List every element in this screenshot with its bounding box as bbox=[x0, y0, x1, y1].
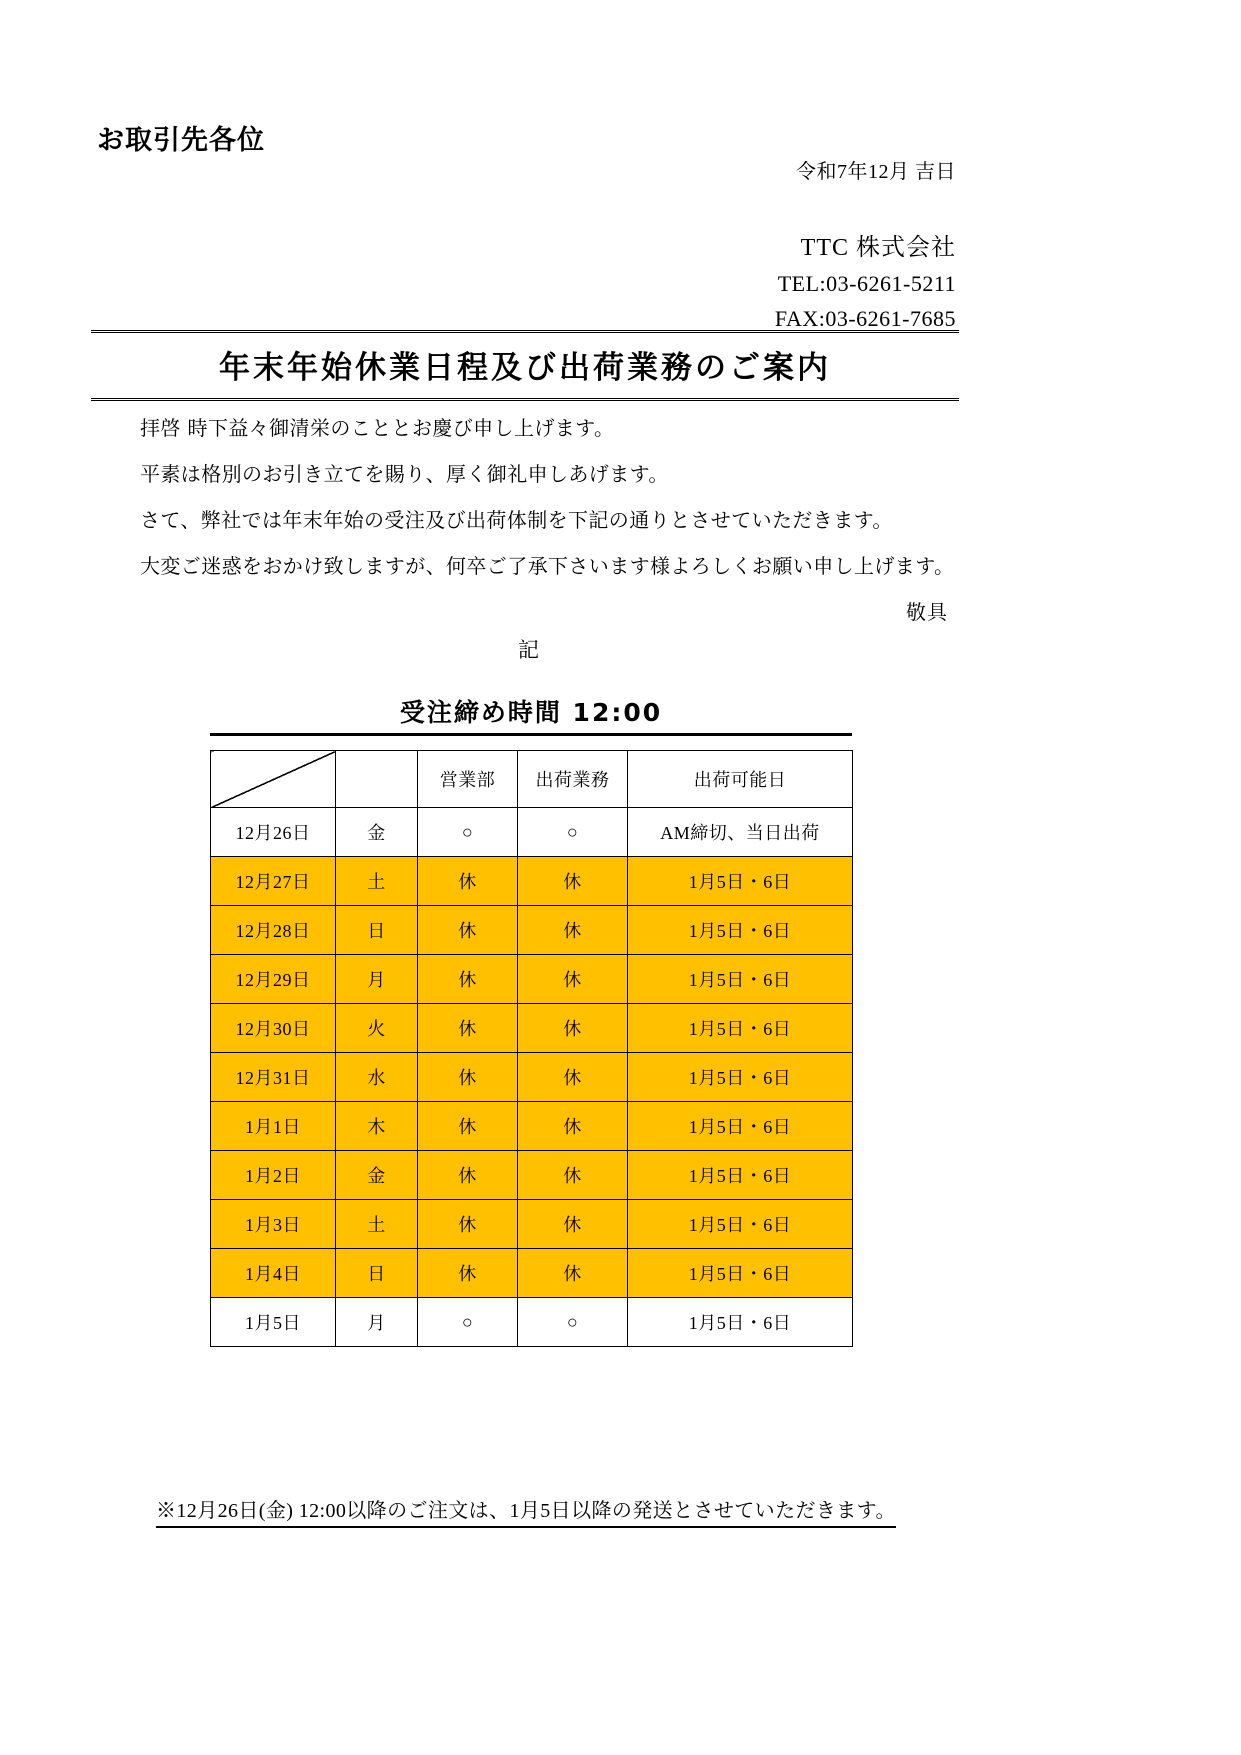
cell-date: 1月3日 bbox=[211, 1200, 336, 1249]
closing-salutation: 敬具 bbox=[906, 600, 948, 624]
cell-shipping-status: 休 bbox=[518, 1004, 628, 1053]
cell-date: 12月29日 bbox=[211, 955, 336, 1004]
table-row bbox=[211, 808, 853, 857]
header-sales-dept: 営業部 bbox=[418, 751, 518, 808]
table-row bbox=[211, 857, 853, 906]
cell-sales-status: 休 bbox=[418, 955, 518, 1004]
cell-shipping-status: ○ bbox=[518, 1298, 628, 1347]
cell-day-of-week: 金 bbox=[336, 1151, 418, 1200]
sender-block bbox=[775, 155, 956, 332]
order-cutoff-heading bbox=[210, 693, 852, 736]
cell-sales-status: 休 bbox=[418, 1151, 518, 1200]
holiday-schedule-table bbox=[210, 750, 853, 1347]
header-shipping-ops: 出荷業務 bbox=[518, 751, 628, 808]
cell-shipping-status: 休 bbox=[518, 1151, 628, 1200]
cell-available-date: AM締切、当日出荷 bbox=[628, 808, 853, 857]
body-text bbox=[140, 418, 1100, 602]
cell-date: 1月2日 bbox=[211, 1151, 336, 1200]
cell-available-date: 1月5日・6日 bbox=[628, 906, 853, 955]
cell-day-of-week: 月 bbox=[336, 1298, 418, 1347]
cell-day-of-week: 金 bbox=[336, 808, 418, 857]
cell-available-date: 1月5日・6日 bbox=[628, 1151, 853, 1200]
table-row bbox=[211, 1249, 853, 1298]
table-header-row bbox=[211, 751, 853, 808]
schedule-table-body bbox=[211, 808, 853, 1347]
document-date: 令和7年12月 吉日 bbox=[796, 161, 956, 183]
cell-sales-status: ○ bbox=[418, 1298, 518, 1347]
cell-shipping-status: 休 bbox=[518, 1053, 628, 1102]
cell-day-of-week: 土 bbox=[336, 1200, 418, 1249]
table-row bbox=[211, 1004, 853, 1053]
table-row bbox=[211, 955, 853, 1004]
cell-day-of-week: 月 bbox=[336, 955, 418, 1004]
cell-shipping-status: 休 bbox=[518, 1249, 628, 1298]
cell-available-date: 1月5日・6日 bbox=[628, 1249, 853, 1298]
addressee-line: お取引先各位 bbox=[97, 125, 265, 156]
cell-day-of-week: 日 bbox=[336, 1249, 418, 1298]
company-name: TTC 株式会社 bbox=[800, 235, 956, 261]
table-row bbox=[211, 1151, 853, 1200]
table-row bbox=[211, 906, 853, 955]
cell-date: 12月28日 bbox=[211, 906, 336, 955]
cell-date: 1月1日 bbox=[211, 1102, 336, 1151]
header-blank-cell bbox=[336, 751, 418, 808]
cell-date: 12月30日 bbox=[211, 1004, 336, 1053]
cell-day-of-week: 日 bbox=[336, 906, 418, 955]
cell-sales-status: 休 bbox=[418, 1102, 518, 1151]
cell-available-date: 1月5日・6日 bbox=[628, 955, 853, 1004]
cell-sales-status: 休 bbox=[418, 1053, 518, 1102]
cell-available-date: 1月5日・6日 bbox=[628, 1200, 853, 1249]
title-banner bbox=[91, 330, 959, 401]
corner-diagonal-cell bbox=[211, 751, 336, 808]
schedule-table-wrapper bbox=[210, 750, 852, 1347]
cell-available-date: 1月5日・6日 bbox=[628, 1298, 853, 1347]
body-paragraph-4: 大変ご迷惑をおかけ致しますが、何卒ご了承下さいます様よろしくお願い申し上げます。 bbox=[140, 554, 955, 578]
cell-date: 12月31日 bbox=[211, 1053, 336, 1102]
table-row bbox=[211, 1298, 853, 1347]
cell-date: 12月26日 bbox=[211, 808, 336, 857]
cell-available-date: 1月5日・6日 bbox=[628, 1102, 853, 1151]
cell-shipping-status: 休 bbox=[518, 857, 628, 906]
fax-number: FAX:03-6261-7685 bbox=[774, 306, 956, 331]
cell-day-of-week: 火 bbox=[336, 1004, 418, 1053]
cell-day-of-week: 土 bbox=[336, 857, 418, 906]
table-row bbox=[211, 1200, 853, 1249]
body-paragraph-3: さて、弊社では年末年始の受注及び出荷体制を下記の通りとさせていただきます。 bbox=[140, 508, 893, 532]
order-cutoff-text: 受注締め時間 12:00 bbox=[399, 698, 663, 727]
cell-date: 1月5日 bbox=[211, 1298, 336, 1347]
cell-sales-status: 休 bbox=[418, 857, 518, 906]
cell-date: 1月4日 bbox=[211, 1249, 336, 1298]
cell-available-date: 1月5日・6日 bbox=[628, 1053, 853, 1102]
cell-sales-status: 休 bbox=[418, 906, 518, 955]
cell-date: 12月27日 bbox=[211, 857, 336, 906]
document-title: 年末年始休業日程及び出荷業務のご案内 bbox=[219, 350, 831, 386]
cell-shipping-status: 休 bbox=[518, 1200, 628, 1249]
cell-sales-status: 休 bbox=[418, 1200, 518, 1249]
cell-day-of-week: 木 bbox=[336, 1102, 418, 1151]
telephone-number: TEL:03-6261-5211 bbox=[777, 271, 956, 296]
body-paragraph-2: 平素は格別のお引き立てを賜り、厚く御礼申しあげます。 bbox=[140, 462, 669, 486]
footnote-text: ※12月26日(金) 12:00以降のご注文は、1月5日以降の発送とさせていただきます。 bbox=[156, 1500, 896, 1522]
table-row bbox=[211, 1053, 853, 1102]
footnote bbox=[156, 1494, 896, 1528]
ki-marker: 記 bbox=[518, 638, 539, 662]
cell-shipping-status: 休 bbox=[518, 906, 628, 955]
cell-shipping-status: 休 bbox=[518, 955, 628, 1004]
cell-available-date: 1月5日・6日 bbox=[628, 857, 853, 906]
cell-sales-status: ○ bbox=[418, 808, 518, 857]
cell-available-date: 1月5日・6日 bbox=[628, 1004, 853, 1053]
header-shippable-date: 出荷可能日 bbox=[628, 751, 853, 808]
cell-sales-status: 休 bbox=[418, 1004, 518, 1053]
cell-sales-status: 休 bbox=[418, 1249, 518, 1298]
cell-day-of-week: 水 bbox=[336, 1053, 418, 1102]
body-paragraph-1: 拝啓 時下益々御清栄のこととお慶び申し上げます。 bbox=[140, 416, 615, 440]
table-row bbox=[211, 1102, 853, 1151]
cell-shipping-status: 休 bbox=[518, 1102, 628, 1151]
cell-shipping-status: ○ bbox=[518, 808, 628, 857]
